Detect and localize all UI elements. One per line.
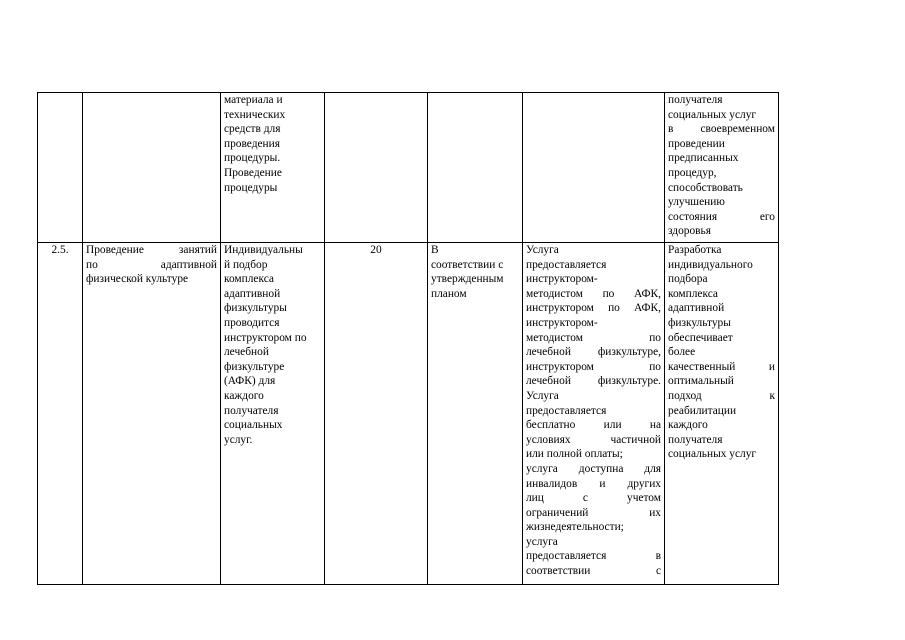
cell-line: жизнедеятельности; xyxy=(526,521,624,534)
cell-line: лечебной физкультуре. xyxy=(526,375,661,388)
cell-line: социальных услуг xyxy=(668,448,757,461)
cell-line: предоставляется xyxy=(526,404,607,417)
cell-line: подход к xyxy=(668,389,775,402)
cell-line: инструктором по xyxy=(224,331,307,344)
cell-line: улучшению xyxy=(668,196,725,209)
cell-number: 2.5. xyxy=(38,243,83,585)
cell-line: методистом по АФК, xyxy=(526,287,661,300)
cell-line: более xyxy=(668,346,696,359)
cell-line: Проведение xyxy=(224,166,282,179)
cell-line: лиц с учетом xyxy=(526,492,661,505)
cell-line: услуга доступна для xyxy=(526,462,661,475)
cell-line: получателя xyxy=(224,404,279,417)
table-row xyxy=(38,243,779,585)
cell-line: здоровья xyxy=(668,225,711,238)
cell-line: услуга xyxy=(526,535,558,548)
cell-line: технических xyxy=(224,108,286,121)
cell-line: соответствии с xyxy=(431,258,504,271)
services-table xyxy=(37,92,779,585)
cell-line: комплекса xyxy=(668,287,718,300)
cell-line: инструктором- xyxy=(526,316,598,329)
cell-line: обеспечивает xyxy=(668,331,733,344)
cell-line: (АФК) для xyxy=(224,375,276,388)
cell-line: инструктором по xyxy=(526,360,661,373)
cell-line: проведении xyxy=(668,137,725,150)
cell-result xyxy=(665,243,779,585)
cell-service-name xyxy=(83,93,221,243)
cell-line: получателя xyxy=(668,94,723,106)
cell-volume: 20 xyxy=(325,243,428,585)
cell-schedule xyxy=(428,93,523,243)
cell-line: физкультуре xyxy=(224,360,285,373)
cell-line: подбора xyxy=(668,273,708,286)
cell-line: проведения xyxy=(224,137,280,150)
cell-line: утвержденным xyxy=(431,273,504,286)
cell-line: в своевременном xyxy=(668,123,775,136)
cell-line: реабилитации xyxy=(668,404,737,417)
cell-line: способствовать xyxy=(668,181,743,194)
cell-line: инструктором по АФК, xyxy=(526,302,661,315)
cell-line: В xyxy=(431,244,439,256)
cell-conditions xyxy=(523,93,665,243)
cell-line: Проведение занятий xyxy=(86,244,217,256)
cell-line: соответствии с xyxy=(526,565,661,578)
cell-line: Услуга xyxy=(526,244,559,256)
cell-line: Индивидуальны xyxy=(224,244,303,256)
cell-line: качественный и xyxy=(668,360,775,373)
cell-line: процедур, xyxy=(668,166,717,179)
cell-line: планом xyxy=(431,287,467,300)
cell-line: материала и xyxy=(224,94,283,106)
cell-line: социальных услуг xyxy=(668,108,757,121)
cell-line: каждого xyxy=(224,389,264,402)
cell-line: инструктором- xyxy=(526,273,598,286)
cell-schedule xyxy=(428,243,523,585)
cell-conditions xyxy=(523,243,665,585)
cell-line: предоставляется в xyxy=(526,550,661,563)
cell-line: каждого xyxy=(668,419,708,432)
cell-volume xyxy=(325,93,428,243)
cell-line: Разработка xyxy=(668,244,722,256)
cell-line: получателя xyxy=(668,433,723,446)
cell-line: процедуры. xyxy=(224,152,281,165)
cell-line: й подбор xyxy=(224,258,268,271)
cell-line: физкультуры xyxy=(224,302,287,315)
cell-line: услуг. xyxy=(224,433,253,446)
cell-result xyxy=(665,93,779,243)
cell-service-name xyxy=(83,243,221,585)
table-body xyxy=(38,93,779,585)
cell-line: оптимальный xyxy=(668,375,734,388)
cell-line: средств для xyxy=(224,123,281,136)
cell-description xyxy=(221,243,325,585)
cell-line: физической культуре xyxy=(86,273,189,286)
table-row xyxy=(38,93,779,243)
cell-line: ограничений их xyxy=(526,506,661,519)
cell-line: бесплатно или на xyxy=(526,419,661,432)
cell-line: инвалидов и других xyxy=(526,477,661,490)
cell-line: состояния его xyxy=(668,210,775,223)
cell-line: предписанных xyxy=(668,152,739,165)
cell-line: или полной оплаты; xyxy=(526,448,623,461)
cell-line: процедуры xyxy=(224,181,278,194)
cell-line: адаптивной xyxy=(224,287,281,300)
cell-line: лечебной xyxy=(224,346,269,359)
cell-line: адаптивной xyxy=(668,302,725,315)
cell-line: методистом по xyxy=(526,331,661,344)
cell-line: проводится xyxy=(224,316,280,329)
cell-line: предоставляется xyxy=(526,258,607,271)
cell-line: индивидуального xyxy=(668,258,753,271)
cell-line: комплекса xyxy=(224,273,274,286)
cell-line: по адаптивной xyxy=(86,258,217,271)
cell-line: социальных xyxy=(224,419,283,432)
cell-number xyxy=(38,93,83,243)
cell-description xyxy=(221,93,325,243)
cell-line: условиях частичной xyxy=(526,433,661,446)
cell-line: Услуга xyxy=(526,389,559,402)
cell-line: лечебной физкультуре, xyxy=(526,346,661,359)
cell-line: физкультуры xyxy=(668,316,731,329)
